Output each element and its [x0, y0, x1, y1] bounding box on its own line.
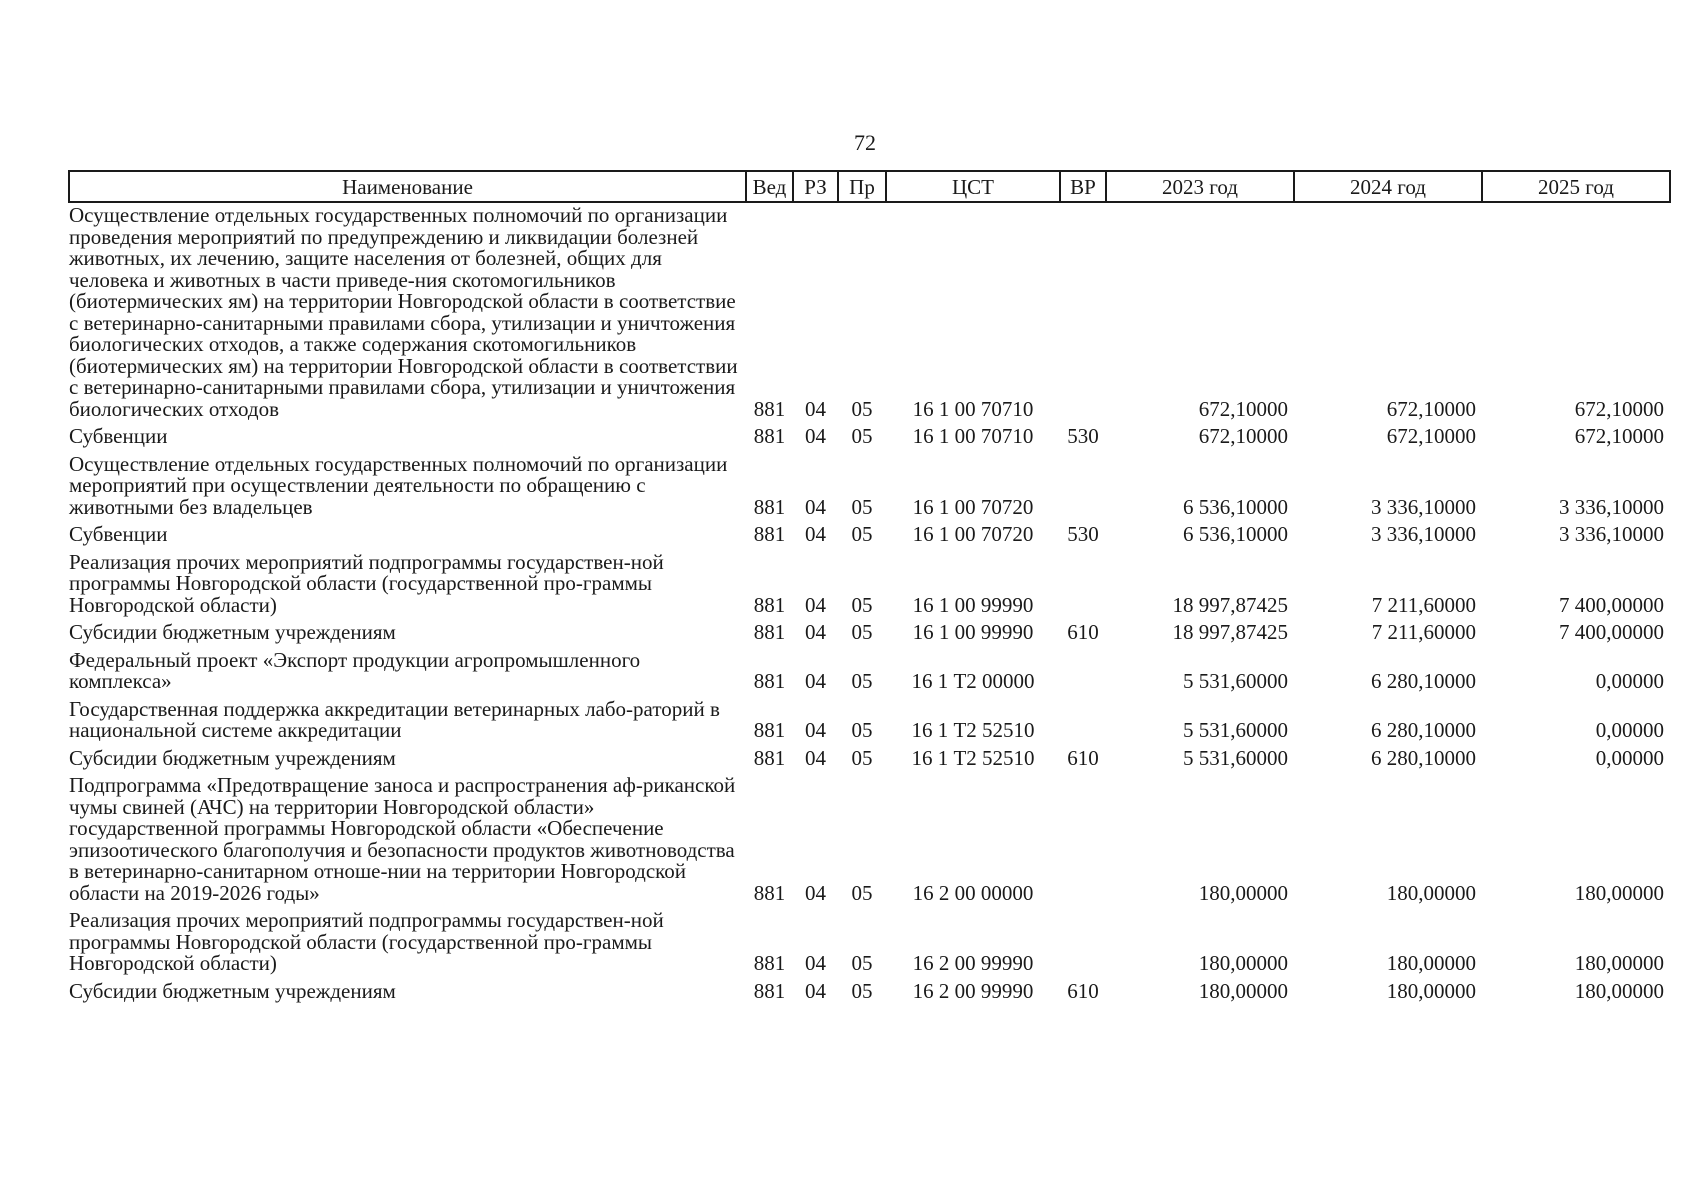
row-amount-2025: 0,00000	[1595, 718, 1664, 742]
row-cst: 16 1 00 70720	[912, 494, 1034, 519]
row-name: Федеральный проект «Экспорт продукции агропромышленного комплекса»	[69, 647, 641, 693]
row-ved: 881	[753, 620, 786, 644]
row-amount-2024: 672,10000	[1386, 396, 1476, 421]
row-pr: 05	[851, 745, 873, 770]
row-amount-2024: 3 336,10000	[1371, 522, 1476, 546]
header-2023: 2023 год	[1106, 171, 1294, 202]
row-vr	[1060, 202, 1106, 424]
row-rz: 04	[805, 880, 826, 905]
table-row	[69, 697, 1670, 746]
row-amount-2023: 18 997,87425	[1172, 620, 1288, 644]
row-name: Субвенции	[69, 424, 168, 448]
header-cst: ЦСТ	[886, 171, 1060, 202]
row-cst: 16 2 00 00000	[912, 880, 1034, 905]
row-name: Субвенции	[69, 522, 168, 546]
table-row	[69, 522, 1670, 550]
row-rz: 04	[805, 396, 826, 421]
row-name: Субсидии бюджетным учреждениям	[69, 620, 396, 644]
row-rz: 04	[805, 669, 826, 693]
row-amount-2023: 672,10000	[1198, 424, 1288, 448]
row-rz: 04	[805, 951, 826, 975]
table-row	[69, 202, 1670, 424]
row-amount-2023: 18 997,87425	[1172, 592, 1288, 617]
row-name: Реализация прочих мероприятий подпрограммы государствен-ной программы Новгородской области (государственной про-граммы Новгородской области)	[69, 908, 664, 975]
row-amount-2024: 6 280,10000	[1371, 669, 1476, 693]
row-cst: 16 2 00 99990	[912, 951, 1034, 975]
row-name: Субсидии бюджетным учреждениям	[69, 978, 396, 1003]
row-pr: 05	[851, 424, 873, 448]
row-name: Подпрограмма «Предотвращение заноса и распространения аф-риканской чумы свиней (АЧС) на территории Новгородской области» государственной программы Новгородской области «Обеспечение эпизоотического благополучия и безопасности продуктов животноводства в ветеринарно-санитарном отноше-нии на территории Новгородской области на 2019-2026 годы»	[69, 773, 736, 905]
header-ved: Вед	[746, 171, 793, 202]
row-ved: 881	[753, 592, 786, 617]
header-name: Наименование	[69, 171, 746, 202]
page-number: 72	[854, 130, 876, 155]
row-rz: 04	[805, 424, 826, 448]
row-ved: 881	[753, 522, 786, 546]
row-rz: 04	[805, 745, 826, 770]
row-cst: 16 1 Т2 00000	[911, 669, 1035, 693]
row-cst: 16 1 Т2 52510	[911, 718, 1035, 742]
row-amount-2024: 180,00000	[1386, 978, 1476, 1003]
table-row	[69, 773, 1670, 908]
row-vr: 610	[1067, 978, 1099, 1003]
row-amount-2024: 180,00000	[1386, 880, 1476, 905]
header-2025: 2025 год	[1482, 171, 1670, 202]
row-amount-2023: 6 536,10000	[1183, 494, 1288, 519]
row-ved: 881	[753, 396, 786, 421]
header-rz: РЗ	[793, 171, 838, 202]
row-amount-2024: 672,10000	[1386, 424, 1476, 448]
row-rz: 04	[805, 494, 826, 519]
row-name: Субсидии бюджетным учреждениям	[69, 745, 396, 770]
row-cst: 16 1 00 99990	[912, 592, 1034, 617]
table-body	[69, 202, 1670, 1006]
row-amount-2024: 6 280,10000	[1371, 745, 1476, 770]
row-vr	[1060, 697, 1106, 746]
row-name: Реализация прочих мероприятий подпрограммы государствен-ной программы Новгородской области (государственной про-граммы Новгородской области)	[69, 549, 664, 617]
row-ved: 881	[753, 978, 786, 1003]
row-pr: 05	[851, 978, 873, 1003]
row-rz: 04	[805, 718, 826, 742]
row-vr	[1060, 550, 1106, 621]
row-amount-2023: 5 531,60000	[1183, 669, 1288, 693]
table-row	[69, 452, 1670, 523]
table-row	[69, 424, 1670, 452]
row-cst: 16 1 Т2 52510	[911, 745, 1035, 770]
row-amount-2025: 7 400,00000	[1559, 592, 1664, 617]
row-amount-2024: 180,00000	[1386, 951, 1476, 975]
row-amount-2023: 5 531,60000	[1183, 718, 1288, 742]
row-cst: 16 1 00 70710	[912, 424, 1034, 448]
row-amount-2024: 6 280,10000	[1371, 718, 1476, 742]
row-pr: 05	[851, 669, 873, 693]
row-name: Государственная поддержка аккредитации ветеринарных лабо-раторий в национальной системе аккредитации	[69, 696, 720, 742]
row-ved: 881	[753, 494, 786, 519]
table-row	[69, 620, 1670, 648]
row-vr: 530	[1067, 424, 1099, 448]
row-amount-2025: 3 336,10000	[1559, 522, 1664, 546]
row-cst: 16 1 00 99990	[912, 620, 1034, 644]
row-name: Осуществление отдельных государственных полномочий по организации проведения мероприятий по предупреждению и ликвидации болезней животных, их лечению, защите населения от болезней, общих для человека и животных в части приведе-ния скотомогильников (биотермических ям) на территории Новгородской области в соответствие с ветеринарно-санитарными правилами сбора, утилизации и уничтожения биологических отходов, а также содержания скотомогильников (биотермических ям) на территории Новгородской области в соответствии с ветеринарно-санитарными правилами сбора, утилизации и уничтожения биологических отходов	[69, 203, 738, 421]
row-amount-2025: 0,00000	[1595, 669, 1664, 693]
header-vr: ВР	[1060, 171, 1106, 202]
row-ved: 881	[753, 745, 786, 770]
row-amount-2025: 180,00000	[1574, 951, 1664, 975]
row-amount-2024: 3 336,10000	[1371, 494, 1476, 519]
row-cst: 16 2 00 99990	[912, 978, 1034, 1003]
row-amount-2025: 672,10000	[1574, 424, 1664, 448]
row-amount-2023: 6 536,10000	[1183, 522, 1288, 546]
row-vr: 530	[1067, 522, 1099, 546]
row-rz: 04	[805, 978, 826, 1003]
row-amount-2025: 0,00000	[1595, 745, 1664, 770]
row-pr: 05	[851, 951, 873, 975]
row-amount-2023: 5 531,60000	[1183, 745, 1288, 770]
row-ved: 881	[753, 880, 786, 905]
table-row	[69, 908, 1670, 979]
row-amount-2023: 180,00000	[1198, 951, 1288, 975]
row-cst: 16 1 00 70710	[912, 396, 1034, 421]
row-vr	[1060, 648, 1106, 697]
row-amount-2023: 672,10000	[1198, 396, 1288, 421]
row-pr: 05	[851, 620, 873, 644]
table-row	[69, 648, 1670, 697]
table-header-row	[69, 171, 1670, 202]
table-row	[69, 746, 1670, 774]
table-row	[69, 979, 1670, 1007]
row-vr	[1060, 452, 1106, 523]
row-amount-2024: 7 211,60000	[1371, 592, 1476, 617]
row-pr: 05	[851, 396, 873, 421]
row-vr: 610	[1067, 745, 1099, 770]
row-vr: 610	[1067, 620, 1099, 644]
header-2024: 2024 год	[1294, 171, 1482, 202]
budget-table	[68, 170, 1671, 1006]
row-ved: 881	[753, 424, 786, 448]
row-pr: 05	[851, 592, 873, 617]
table-row	[69, 550, 1670, 621]
row-amount-2023: 180,00000	[1198, 978, 1288, 1003]
row-ved: 881	[753, 718, 786, 742]
row-amount-2024: 7 211,60000	[1371, 620, 1476, 644]
row-ved: 881	[753, 669, 786, 693]
row-vr	[1060, 908, 1106, 979]
row-pr: 05	[851, 494, 873, 519]
row-amount-2025: 7 400,00000	[1559, 620, 1664, 644]
row-cst: 16 1 00 70720	[912, 522, 1034, 546]
row-name: Осуществление отдельных государственных полномочий по организации мероприятий при осуществлении деятельности по обращению с животными без владельцев	[69, 451, 728, 519]
header-pr: Пр	[838, 171, 886, 202]
row-amount-2025: 180,00000	[1574, 978, 1664, 1003]
row-pr: 05	[851, 718, 873, 742]
row-rz: 04	[805, 522, 826, 546]
row-amount-2025: 672,10000	[1574, 396, 1664, 421]
row-rz: 04	[805, 620, 826, 644]
row-pr: 05	[851, 880, 873, 905]
row-amount-2023: 180,00000	[1198, 880, 1288, 905]
row-ved: 881	[753, 951, 786, 975]
row-amount-2025: 180,00000	[1574, 880, 1664, 905]
row-amount-2025: 3 336,10000	[1559, 494, 1664, 519]
row-vr	[1060, 773, 1106, 908]
row-pr: 05	[851, 522, 873, 546]
row-rz: 04	[805, 592, 826, 617]
